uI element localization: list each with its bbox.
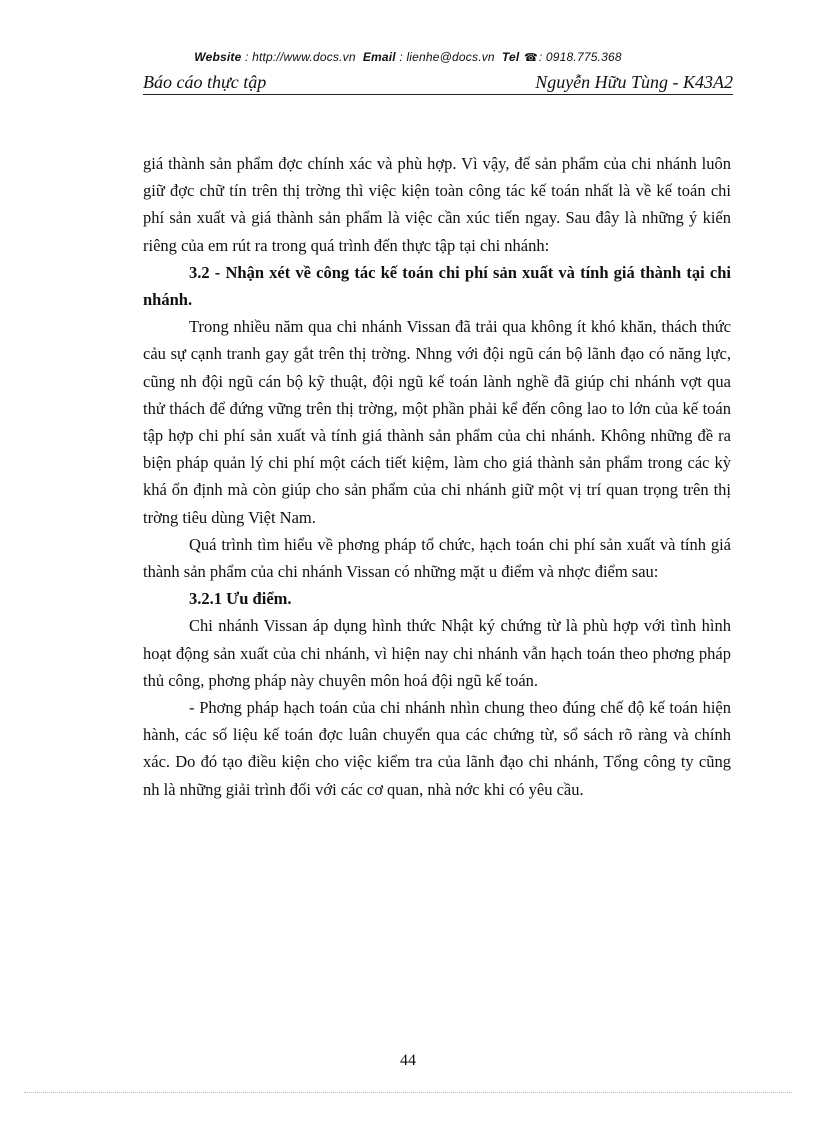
paragraph-advantage-2: - Phơng pháp hạch toán của chi nhánh nhìn chung theo đúng chế độ kế toán hiện hành, các số liệu kế toán đợc luân chuyển qua các chứng từ, sổ sách rõ ràng và chính xác. Do đó tạo điều kiện cho việc kiểm tra của lãnh đạo chi nhánh, Tổng công ty cũng nh là những giải trình đối với các cơ quan, nhà nớc khi có yêu cầu. xyxy=(143,698,731,799)
subsection-heading: 3.2.1 Ưu điểm. xyxy=(189,589,292,609)
footer-divider xyxy=(24,1092,792,1093)
header-report-title: Báo cáo thực tập xyxy=(143,72,267,92)
tel-number: : 0918.775.368 xyxy=(538,50,622,64)
page-number: 44 xyxy=(400,1052,416,1069)
paragraph-intro: Quá trình tìm hiểu về phơng pháp tổ chức, hạch toán chi phí sản xuất và tính giá thành sản phẩm của chi nhánh Vissan có những mặt u điểm và nhợc điểm sau: xyxy=(143,534,731,582)
email-label: Email xyxy=(362,50,396,64)
running-header xyxy=(143,70,733,95)
paragraph-overview: Trong nhiều năm qua chi nhánh Vissan đã trải qua không ít khó khăn, thách thức cảu sự cạnh tranh gay gắt trên thị trờng. Nhng với đội ngũ cán bộ lãnh đạo có năng lực, cũng nh đội ngũ cán bộ kỹ thuật, đội ngũ kế toán lành nghề đã giúp chi nhánh vợt qua thử thách để đứng vững trên thị trờng, một phần phải kể đến công lao to lớn của kế toán tập hợp chi phí sản xuất và tính giá thành sản phẩm của chi nhánh. Không những đề ra biện pháp quản lý chi phí một cách tiết kiệm, làm cho giá thành sản phẩm trong các kỳ khá ổn định mà còn giúp cho sản phẩm của chi nhánh giữ một vị trí quan trọng trên thị trờng tiêu dùng Việt Nam. xyxy=(143,317,731,527)
header-author: Nguyễn Hữu Tùng - K43A2 xyxy=(535,72,733,92)
paragraph-advantage-1: Chi nhánh Vissan áp dụng hình thức Nhật ký chứng từ là phù hợp với tình hình hoạt động sản xuất của chi nhánh, vì hiện nay chi nhánh vẫn hạch toán theo phơng pháp thủ công, phơng pháp này chuyên môn hoá đội ngũ kế toán. xyxy=(143,616,731,690)
phone-icon: ☎ xyxy=(523,52,538,64)
website-label: Website xyxy=(194,50,242,64)
tel-label: Tel xyxy=(501,50,520,64)
website-url[interactable]: : http://www.docs.vn xyxy=(245,50,356,64)
document-body xyxy=(143,150,731,803)
paragraph-continuation: giá thành sản phẩm đợc chính xác và phù hợp. Vì vậy, để sản phẩm của chi nhánh luôn giữ đợc chữ tín trên thị trờng thì việc kiện toàn công tác kế toán nhất là về kế toán chi phí sản xuất và giá thành sản phẩm là việc cần xúc tiến ngay. Sau đây là những ý kiến riêng của em rút ra trong quá trình đến thực tập tại chi nhánh: xyxy=(143,154,731,255)
site-contact-line xyxy=(0,50,816,64)
email-address[interactable]: : lienhe@docs.vn xyxy=(399,50,495,64)
section-heading: 3.2 - Nhận xét về công tác kế toán chi phí sản xuất và tính giá thành tại chi nhánh. xyxy=(143,262,731,310)
